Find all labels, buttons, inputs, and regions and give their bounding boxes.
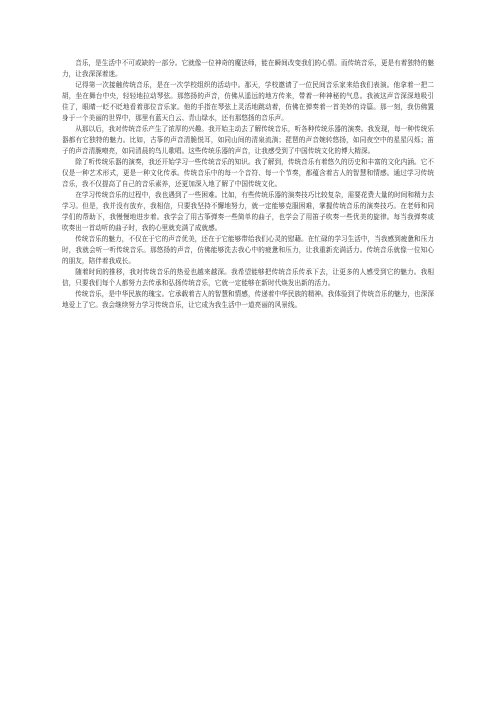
paragraph-4: 除了听传统乐器的演奏，我还开始学习一些传统音乐的知识。我了解到，传统音乐有着悠久的历史和丰富的文化内涵。它不仅是一种艺术形式，更是一种文化传承。传统音乐中的每一个音符、每一个节奏，都蕴含着古人的智慧和情感。通过学习传统音乐，我不仅提高了自己的音乐素养，还更加深入地了解了中国传统文化。 <box>62 158 434 188</box>
document-page <box>62 58 434 311</box>
paragraph-7: 随着时间的推移，我对传统音乐的热爱也越来越深。我希望能够把传统音乐传承下去，让更多的人感受到它的魅力。我相信，只要我们每个人都努力去传承和弘扬传统音乐，它就一定能够在新时代焕发出新的活力。 <box>62 268 434 287</box>
paragraph-3: 从那以后，我对传统音乐产生了浓厚的兴趣。我开始主动去了解传统音乐，听各种传统乐器的演奏。我发现，每一种传统乐器都有它独特的魅力。比如，古筝的声音清脆悦耳，如同山间的清泉流淌；琵琶的声音婉转悠扬，如同夜空中的星星闪烁；笛子的声音清脆嘹亮，如同清晨的鸟儿歌唱。这些传统乐器的声音，让我感受到了中国传统文化的博大精深。 <box>62 125 434 155</box>
paragraph-2: 记得第一次接触传统音乐，是在一次学校组织的活动中。那天，学校邀请了一位民间音乐家来给我们表演。他拿着一把二胡，坐在舞台中央，轻轻地拉动琴弦。那悠扬的声音，仿佛从遥远的地方传来，带着一种神秘的气息。我被这声音深深地吸引住了，眼睛一眨不眨地看着那位音乐家。他的手指在琴弦上灵活地跳动着，仿佛在弹奏着一首美妙的诗篇。那一刻，我仿佛置身于一个美丽的世界中，那里有蓝天白云、青山绿水，还有那悠扬的音乐声。 <box>62 81 434 122</box>
paragraph-6: 传统音乐的魅力，不仅在于它的声音优美，还在于它能够带给我们心灵的慰藉。在忙碌的学习生活中，当我感到疲惫和压力时，我就会听一听传统音乐。那悠扬的声音，仿佛能够洗去我心中的疲惫和压力，让我重新充满活力。传统音乐就像一位知心的朋友，陪伴着我成长。 <box>62 235 434 265</box>
paragraph-5: 在学习传统音乐的过程中，我也遇到了一些困难。比如，有些传统乐器的演奏技巧比较复杂，需要花费大量的时间和精力去学习。但是，我并没有放弃，我相信，只要我坚持不懈地努力，就一定能够克服困难，掌握传统音乐的演奏技巧。在老师和同学们的帮助下，我慢慢地进步着。我学会了用古筝弹奏一些简单的曲子，也学会了用笛子吹奏一些优美的旋律。每当我弹奏或吹奏出一首动听的曲子时，我的心里就充满了成就感。 <box>62 191 434 232</box>
paragraph-1: 音乐，是生活中不可或缺的一部分。它就像一位神奇的魔法师，能在瞬间改变我们的心情。而传统音乐，更是有着独特的魅力，让我深深着迷。 <box>62 59 434 78</box>
paragraph-8: 传统音乐，是中华民族的瑰宝。它承载着古人的智慧和情感，传递着中华民族的精神。我体验到了传统音乐的魅力，也深深地爱上了它。我会继续努力学习传统音乐，让它成为我生活中一道亮丽的风景线。 <box>62 290 434 309</box>
